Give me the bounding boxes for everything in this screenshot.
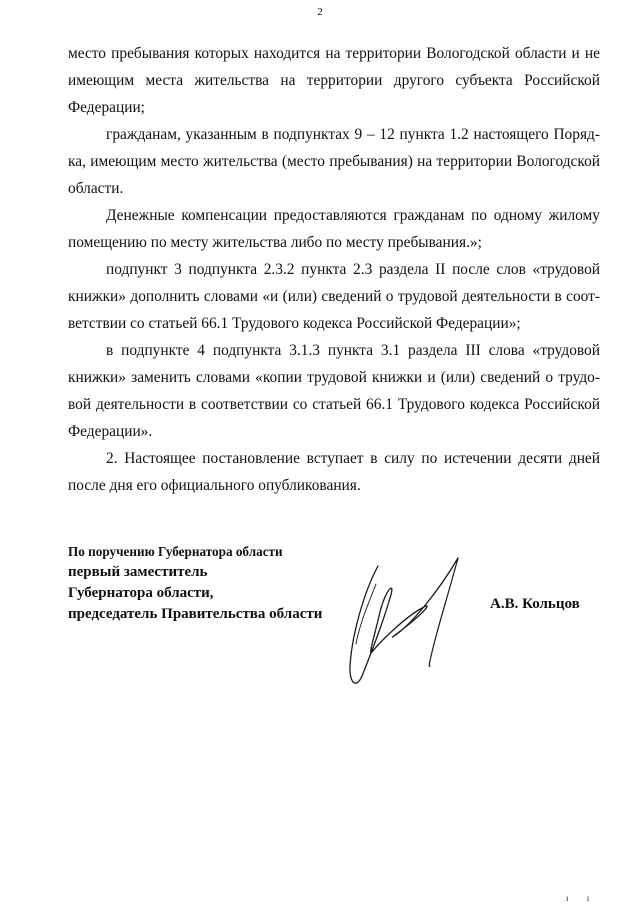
signature-line-on-behalf: По поручению Губернатора области	[68, 544, 283, 559]
paragraph-2: гражданам, указанным в подпунктах 9 – 12 пункта 1.2 настоящего Поряд-ка, имеющим место жительства (место пребывания) на территории Вологодской области.	[68, 126, 600, 197]
paragraph-1: место пребывания которых находится на территории Вологодской области и не имеющим места жительства на территории другого субъекта Российской Федерации;	[68, 45, 600, 116]
page-number: 2	[317, 6, 323, 18]
document-body	[68, 40, 600, 499]
signature-line-chairman: председатель Правительства области	[68, 606, 323, 622]
paragraph-4: подпункт 3 подпункта 2.3.2 пункта 2.3 раздела II после слов «трудовой книжки» дополнить словами «и (или) сведений о трудовой деятельности в соот-ветствии со статьей 66.1 Трудового кодекса Российской Федерации»;	[68, 261, 600, 332]
paragraph-5: в подпункте 4 подпункта 3.1.3 пункта 3.1 раздела III слова «трудовой книжки» заменить словами «копии трудовой книжки и (или) сведений о трудо-вой деятельности в соответствии со статьей 66.1 Трудового кодекса Российской Федерации».	[68, 342, 600, 440]
handwritten-signature	[330, 548, 480, 693]
footer-marks: ı ı	[566, 893, 598, 903]
paragraph-6: 2. Настоящее постановление вступает в силу по истечении десяти дней после дня его официального опубликования.	[68, 450, 600, 494]
signature-block	[68, 542, 322, 625]
signature-line-governor: Губернатора области,	[68, 585, 214, 601]
signature-line-position: первый заместитель	[68, 564, 208, 580]
paragraph-3: Денежные компенсации предоставляются гражданам по одному жилому помещению по месту жительства либо по месту пребывания.»;	[68, 207, 600, 251]
signer-name: А.В. Кольцов	[490, 596, 580, 612]
